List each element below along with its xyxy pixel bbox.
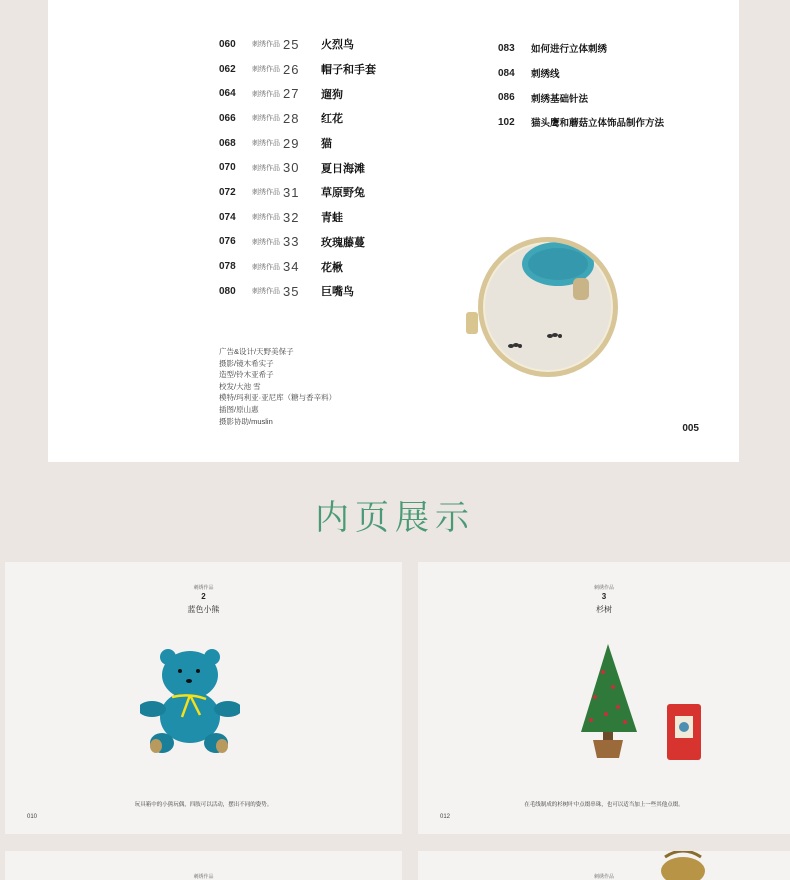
- toc-page: [48, 0, 739, 462]
- sample-number: 3: [601, 592, 607, 601]
- toc-entry: [219, 180, 459, 205]
- toc-label: 刺绣作品: [252, 140, 280, 148]
- toc-page-num: 080: [219, 285, 236, 297]
- toc-title: 青蛙: [321, 212, 343, 225]
- credit-line: 广告&设计/天野美保子: [219, 347, 294, 356]
- credit-line: 造型/铃木亚希子: [219, 370, 274, 380]
- toc-entry: [219, 131, 459, 156]
- toc-title: 草原野兔: [321, 187, 365, 200]
- section-title: 内页展示: [315, 498, 475, 538]
- toc-title: 巨嘴鸟: [321, 286, 354, 299]
- credit-line: 插图/原山惠: [219, 404, 259, 414]
- credit-line: 摄影/镜木希实子: [219, 358, 274, 368]
- toc-work-number: 32: [283, 209, 300, 225]
- sample-number: 2: [201, 592, 206, 601]
- sample-page-number: 012: [440, 814, 451, 820]
- blue-bear-image: [140, 647, 240, 757]
- sample-kicker: 刺绣作品: [193, 585, 214, 591]
- sample-page: [5, 851, 402, 880]
- toc-page-num: 076: [219, 236, 236, 248]
- toc-label: 刺绣作品: [252, 288, 280, 296]
- embroidery-hoop-image: [478, 237, 618, 377]
- toc-page-num: 102: [498, 116, 515, 128]
- sample-page-number: 010: [27, 814, 38, 820]
- toc-label: 刺绣作品: [252, 238, 280, 246]
- toc-page-num: 078: [219, 261, 236, 273]
- toc-page-num: 084: [498, 67, 515, 79]
- toc-work-number: 29: [283, 135, 300, 151]
- toc-label: 刺绣作品: [252, 90, 280, 98]
- toc-page-num: 074: [219, 211, 236, 223]
- toc-label: 刺绣作品: [252, 189, 280, 197]
- credit-line: 模特/玛利亚·亚尼库（糖与香辛料）: [219, 393, 337, 403]
- toc-right-column: [498, 36, 728, 135]
- sample-caption: 玩具箱中的小熊玩偶，四肢可以活动，摆出不同的姿势。: [134, 802, 273, 808]
- toc-work-number: 28: [283, 110, 300, 126]
- sample-caption: 在毛线制成的杉树叶中点缀串珠，也可以适当加上一些其他点缀。: [524, 802, 684, 808]
- toc-title: 红花: [321, 113, 343, 126]
- toc-title: 帽子和手套: [321, 64, 376, 77]
- toc-label: 刺绣作品: [252, 66, 280, 74]
- sample-name: 蓝色小熊: [187, 605, 220, 614]
- page-number: 005: [682, 423, 699, 434]
- toc-label: 刺绣作品: [252, 263, 280, 271]
- toc-page-num: 068: [219, 137, 236, 149]
- toc-left-column: [219, 32, 459, 304]
- toc-work-number: 34: [283, 259, 300, 275]
- toc-work-number: 33: [283, 234, 300, 250]
- toc-title: 遛狗: [321, 88, 343, 101]
- credits: [219, 346, 336, 427]
- sample-name: 杉树: [596, 605, 612, 614]
- toc-entry: [219, 32, 459, 57]
- toc-entry: [219, 57, 459, 82]
- toc-label: 刺绣作品: [252, 214, 280, 222]
- toc-title: 夏日海滩: [321, 162, 365, 175]
- fir-tree-image: [573, 642, 708, 762]
- toc-entry: [219, 230, 459, 255]
- toc-work-number: 25: [283, 36, 300, 52]
- toc-title: 火烈鸟: [321, 39, 354, 52]
- toc-title: 花楸: [321, 261, 343, 274]
- sample-page: [5, 562, 402, 834]
- toc-title: 猫头鹰和蘑菇立体饰品制作方法: [531, 118, 665, 130]
- toc-page-num: 083: [498, 42, 515, 54]
- toc-page-num: 086: [498, 92, 515, 104]
- toc-entry: [498, 36, 728, 61]
- toc-entry: [219, 106, 459, 131]
- sample-page: [418, 562, 790, 834]
- toc-title: 玫瑰藤蔓: [321, 236, 365, 249]
- toc-label: 刺绣作品: [252, 164, 280, 172]
- toc-page-num: 070: [219, 162, 236, 174]
- toc-page-num: 072: [219, 186, 236, 198]
- toc-entry: [219, 81, 459, 106]
- sample-page: [418, 851, 790, 880]
- toc-entry: [498, 110, 728, 135]
- mushroom-ants-illustration: [483, 242, 613, 372]
- toc-title: 如何进行立体刺绣: [531, 44, 608, 56]
- toc-entry: [219, 155, 459, 180]
- hoop-clasp: [466, 312, 478, 334]
- toc-work-number: 35: [283, 283, 300, 299]
- toc-entry: [498, 61, 728, 86]
- toc-label: 刺绣作品: [252, 115, 280, 123]
- watering-can-image: [653, 851, 713, 880]
- credit-line: 摄影协助/muslin: [219, 416, 273, 426]
- toc-work-number: 30: [283, 160, 300, 176]
- toc-title: 猫: [321, 138, 332, 151]
- toc-work-number: 27: [283, 86, 300, 102]
- toc-work-number: 31: [283, 184, 300, 200]
- sample-kicker: 刺绣作品: [193, 874, 214, 880]
- sample-kicker: 刺绣作品: [593, 585, 614, 591]
- toc-page-num: 066: [219, 112, 236, 124]
- toc-page-num: 060: [219, 38, 236, 50]
- toc-title: 刺绣线: [531, 69, 560, 81]
- sample-kicker: 刺绣作品: [593, 874, 614, 880]
- toc-entry: [219, 254, 459, 279]
- toc-entry: [219, 279, 459, 304]
- toc-label: 刺绣作品: [252, 41, 280, 49]
- toc-entry: [219, 205, 459, 230]
- toc-page-num: 064: [219, 88, 236, 100]
- credit-line: 校发/大池 雪: [219, 381, 261, 391]
- toc-entry: [498, 85, 728, 110]
- toc-work-number: 26: [283, 61, 300, 77]
- toc-page-num: 062: [219, 63, 236, 75]
- toc-title: 刺绣基础针法: [531, 93, 589, 105]
